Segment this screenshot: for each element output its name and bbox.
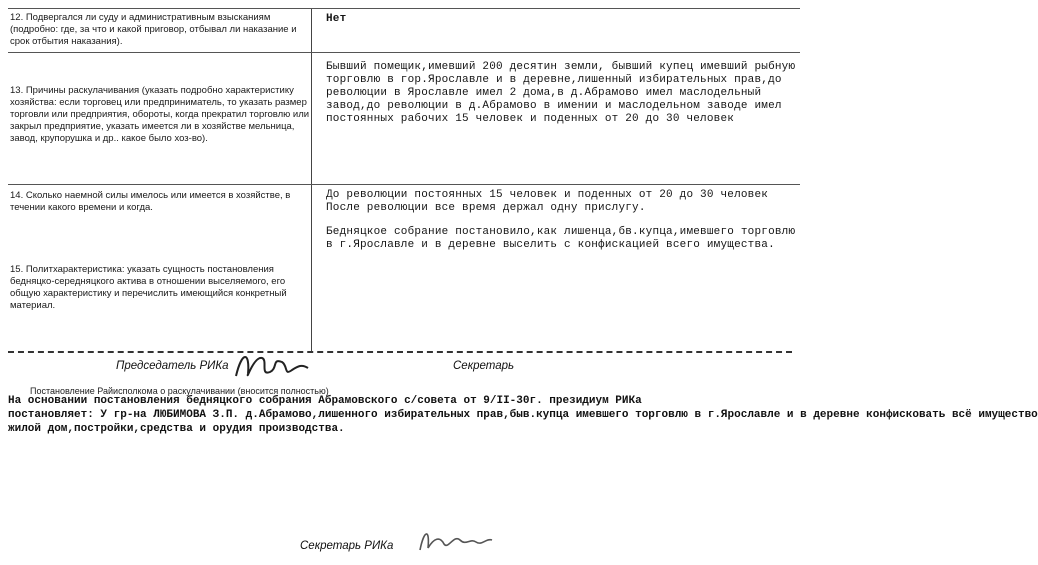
- resolution-line-2: постановляет: У гр-на ЛЮБИМОВА З.П. д.Абрамово,лишенного избирательных прав,быв.купца имевшего торговлю в г.Ярославле и в деревне конфисковать всё имущество: [8, 409, 1038, 421]
- signature-scribble: [232, 346, 312, 386]
- answer-14: [326, 189, 796, 215]
- question-15-text: 15. Политхарактеристика: указать сущность постановления бедняцко-середняцкого актива в отношении выселяемого, его общую характеристику и перечислить имеющийся конкретный материал.: [10, 264, 287, 311]
- answer-15-text: Бедняцкое собрание постановило,как лишенца,бв.купца,имевшего торговлю в г.Ярославле и в деревне выселить с конфискацией всего имущества.: [326, 226, 796, 251]
- resolution-heading: Постановление Райисполкома о раскулачивании (вносится полностью): [30, 386, 329, 396]
- answer-15: [326, 226, 796, 252]
- resolution-line-1: На основании постановления бедняцкого собрания Абрамовского с/совета от 9/II-30г. президиум РИКа: [8, 395, 642, 407]
- form-row-12: [8, 8, 800, 53]
- question-13-text: 13. Причины раскулачивания (указать подробно характеристику хозяйства: если торговец или предприниматель, то указать размер торговли или предприятия, обороты, когда прекратил торговлю или закрыл предприятие, указать имеется ли в хозяйстве мельница, завод, крупорушка и др.. какое было хоз-во).: [10, 85, 310, 144]
- question-14: [8, 185, 312, 217]
- question-12: [8, 9, 312, 53]
- chairman-label: Председатель РИКа: [116, 360, 229, 372]
- form-row-13: [8, 52, 800, 185]
- bottom-secretary-label: Секретарь РИКа: [300, 540, 394, 552]
- form-row-15: [8, 216, 800, 351]
- secretary-label: Секретарь: [453, 360, 515, 372]
- question-13: [8, 53, 312, 185]
- form-row-14: [8, 184, 800, 217]
- section-divider: [8, 351, 792, 353]
- resolution-body: [8, 394, 1038, 436]
- resolution-line-3: жилой дом,постройки,средства и орудия производства.: [8, 423, 345, 435]
- question-15: [8, 216, 312, 351]
- secretary-signature: [416, 524, 496, 564]
- answer-13: [326, 61, 796, 126]
- answer-13-text: Бывший помещик,имевший 200 десятин земли, бывший купец имевший рыбную торговлю в гор.Ярославле и в деревне,лишенный избирательных прав,до революции в Ярославле имел 2 дома,в д.Абрамово имел маслодельный завод,до революции в д.Абрамово в имении и маслодельном заводе имел постоянных рабочих 15 человек и поденных от 20 до 30 человек: [326, 61, 796, 125]
- answer-12: [326, 13, 796, 26]
- answer-12-line: Нет: [326, 13, 347, 25]
- signature-scribble-2: [416, 524, 496, 558]
- question-12-text: 12. Подвергался ли суду и административным взысканиям (подробно: где, за что и какой приговор, отбывал ли наказание и срок отбытия наказания).: [10, 12, 297, 47]
- answer-14-line-1: До революции постоянных 15 человек и поденных от 20 до 30 человек: [326, 189, 769, 201]
- answer-14-line-2: После революции все время держал одну прислугу.: [326, 202, 646, 214]
- question-14-text: 14. Сколько наемной силы имелось или имеется в хозяйстве, в течении какого времени и когда.: [10, 190, 291, 213]
